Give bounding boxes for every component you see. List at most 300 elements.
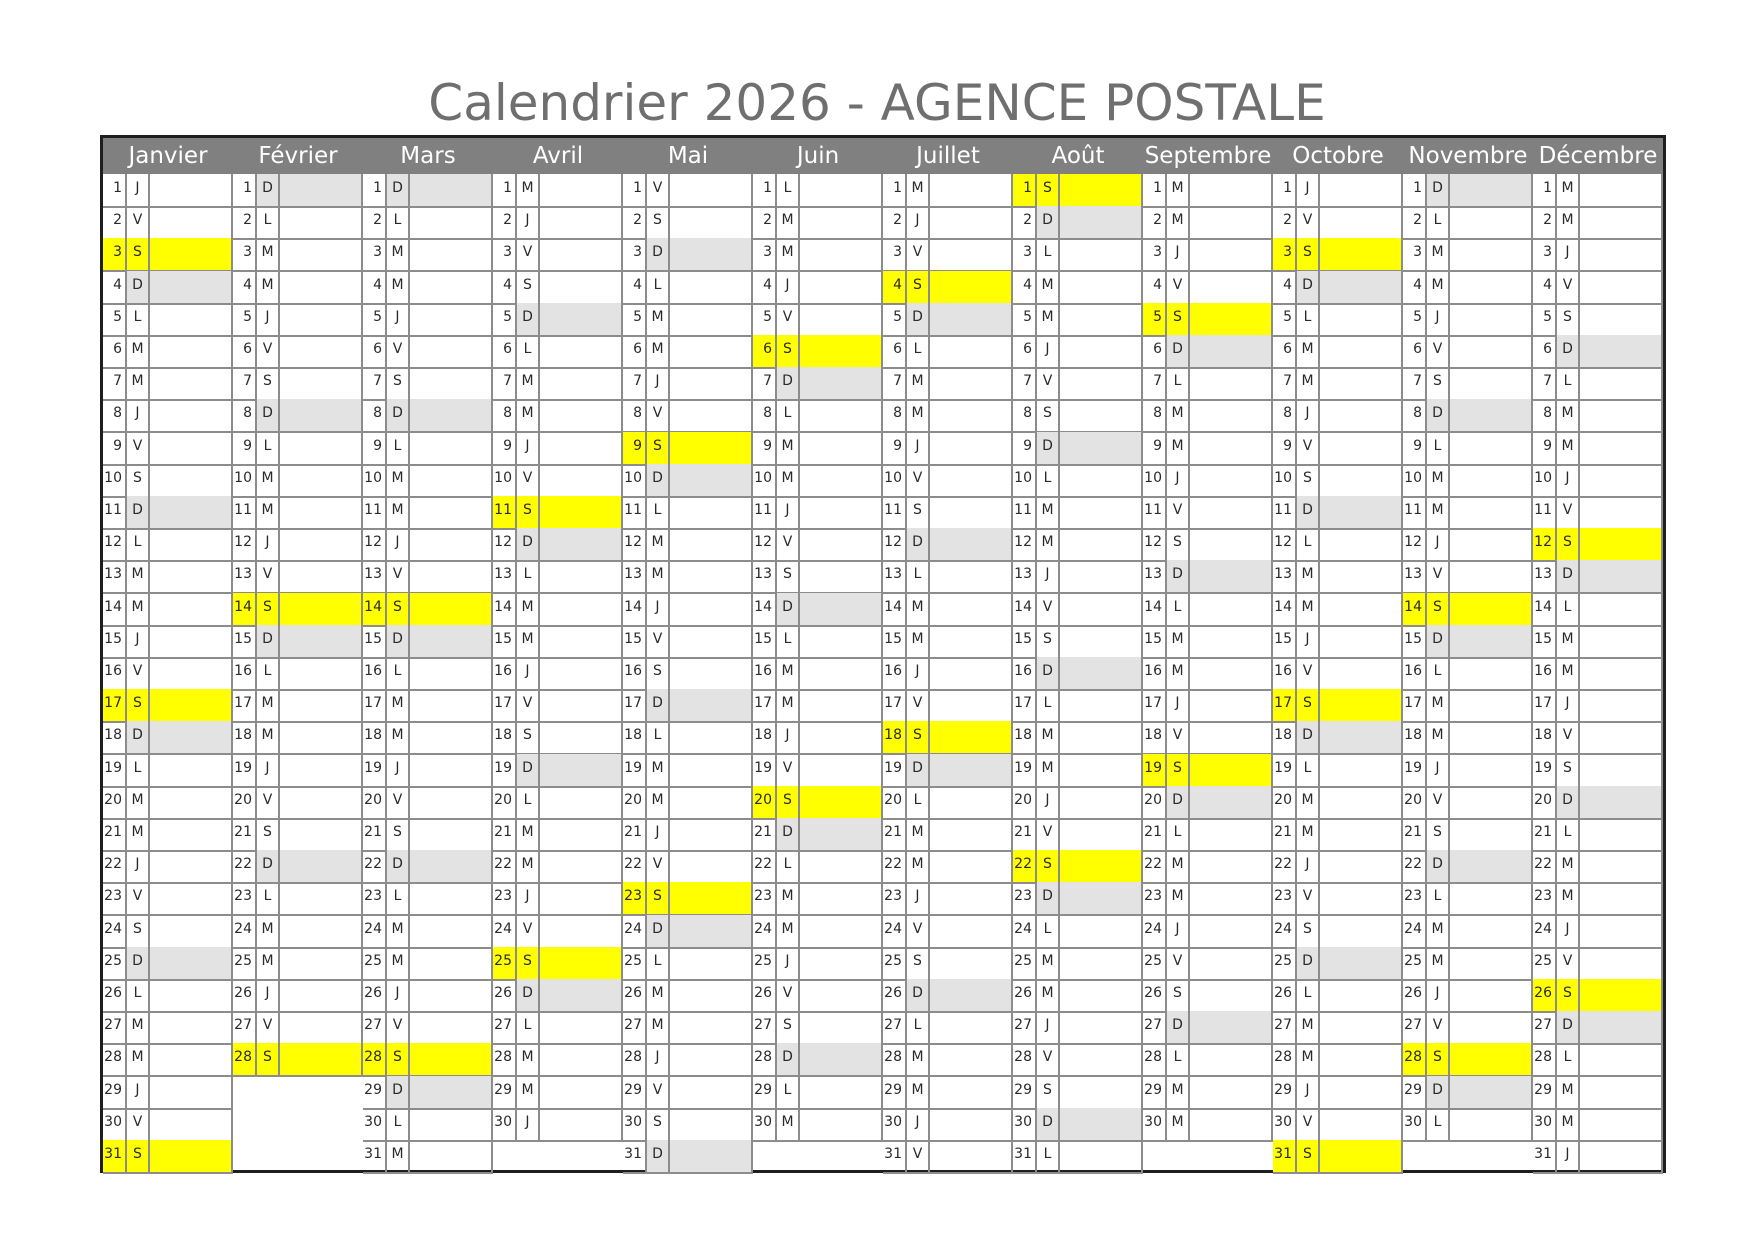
weekday-letter: J xyxy=(1167,689,1190,723)
weekday-letter: M xyxy=(777,206,800,240)
day-note-cell xyxy=(540,657,623,691)
weekday-letter: S xyxy=(907,496,930,530)
day-note-cell xyxy=(410,432,493,466)
day-number: 6 xyxy=(883,335,907,369)
day-note-cell xyxy=(1190,979,1273,1013)
day-note-cell xyxy=(930,174,1013,208)
weekday-letter: D xyxy=(517,979,540,1013)
weekday-letter: L xyxy=(127,303,150,337)
weekday-letter: L xyxy=(777,1076,800,1110)
day-note-cell xyxy=(800,818,883,852)
weekday-letter: L xyxy=(907,1011,930,1045)
weekday-letter: D xyxy=(387,174,410,208)
day-note-cell xyxy=(540,174,623,208)
day-number: 28 xyxy=(103,1043,127,1077)
weekday-letter: M xyxy=(777,432,800,466)
weekday-letter: M xyxy=(647,335,670,369)
weekday-letter: M xyxy=(777,882,800,916)
day-note-cell xyxy=(280,593,363,627)
day-note-cell xyxy=(410,271,493,305)
day-note-cell xyxy=(280,560,363,594)
weekday-letter: J xyxy=(517,882,540,916)
day-note-cell xyxy=(1190,721,1273,755)
weekday-letter: D xyxy=(387,399,410,433)
weekday-letter: D xyxy=(1037,206,1060,240)
weekday-letter: M xyxy=(647,786,670,820)
day-note-cell xyxy=(150,174,233,208)
day-number: 4 xyxy=(233,271,257,305)
day-note-cell xyxy=(930,464,1013,498)
weekday-letter: D xyxy=(1557,1011,1580,1045)
day-number: 3 xyxy=(1273,238,1297,272)
day-note-cell xyxy=(280,882,363,916)
weekday-letter: V xyxy=(1557,947,1580,981)
weekday-letter: M xyxy=(647,303,670,337)
day-note-cell xyxy=(410,464,493,498)
day-note-cell xyxy=(540,1108,623,1142)
weekday-letter: D xyxy=(777,818,800,852)
weekday-letter: M xyxy=(1427,947,1450,981)
day-note-cell xyxy=(1190,657,1273,691)
day-note-cell xyxy=(930,432,1013,466)
weekday-letter: D xyxy=(777,1043,800,1077)
weekday-letter: V xyxy=(1427,1011,1450,1045)
day-number: 22 xyxy=(1143,850,1167,884)
day-number: 29 xyxy=(1403,1076,1427,1110)
weekday-letter: M xyxy=(1037,947,1060,981)
weekday-letter: D xyxy=(127,947,150,981)
day-note-cell xyxy=(150,399,233,433)
weekday-letter: V xyxy=(517,915,540,949)
day-note-cell xyxy=(280,625,363,659)
day-note-cell xyxy=(540,786,623,820)
day-note-cell xyxy=(670,271,753,305)
weekday-letter: S xyxy=(1167,754,1190,788)
day-note-cell xyxy=(540,367,623,401)
weekday-letter: L xyxy=(1427,1108,1450,1142)
weekday-letter: D xyxy=(777,593,800,627)
day-number: 24 xyxy=(1273,915,1297,949)
weekday-letter: M xyxy=(907,593,930,627)
day-number: 12 xyxy=(1143,528,1167,562)
day-note-cell xyxy=(540,560,623,594)
weekday-letter: V xyxy=(1297,882,1320,916)
day-note-cell xyxy=(410,1140,493,1174)
weekday-letter: J xyxy=(907,432,930,466)
day-note-cell xyxy=(1320,689,1403,723)
day-number: 22 xyxy=(1533,850,1557,884)
weekday-letter: L xyxy=(777,399,800,433)
weekday-letter: V xyxy=(1427,335,1450,369)
weekday-letter: L xyxy=(1167,367,1190,401)
day-number: 31 xyxy=(363,1140,387,1174)
day-note-cell xyxy=(800,625,883,659)
day-number: 5 xyxy=(363,303,387,337)
weekday-letter: J xyxy=(257,303,280,337)
day-number: 6 xyxy=(233,335,257,369)
day-number: 9 xyxy=(883,432,907,466)
weekday-letter: M xyxy=(1557,625,1580,659)
weekday-letter: D xyxy=(647,464,670,498)
day-number: 18 xyxy=(103,721,127,755)
day-number: 21 xyxy=(1013,818,1037,852)
day-note-cell xyxy=(410,818,493,852)
day-number: 1 xyxy=(493,174,517,208)
weekday-letter: D xyxy=(1167,1011,1190,1045)
day-number: 25 xyxy=(1403,947,1427,981)
weekday-letter: M xyxy=(257,496,280,530)
weekday-letter: S xyxy=(127,238,150,272)
weekday-letter: L xyxy=(1297,754,1320,788)
day-number: 15 xyxy=(1013,625,1037,659)
weekday-letter: S xyxy=(257,593,280,627)
day-number: 24 xyxy=(103,915,127,949)
day-note-cell xyxy=(930,206,1013,240)
day-number: 25 xyxy=(753,947,777,981)
weekday-letter: J xyxy=(1427,528,1450,562)
day-number: 30 xyxy=(753,1108,777,1142)
weekday-letter: L xyxy=(647,271,670,305)
day-number: 1 xyxy=(1273,174,1297,208)
day-note-cell xyxy=(1320,560,1403,594)
weekday-letter: V xyxy=(1167,271,1190,305)
day-note-cell xyxy=(410,335,493,369)
weekday-letter: M xyxy=(1427,915,1450,949)
day-note-cell xyxy=(1060,689,1143,723)
day-number: 15 xyxy=(1533,625,1557,659)
day-note-cell xyxy=(930,1076,1013,1110)
day-number: 14 xyxy=(363,593,387,627)
day-number: 20 xyxy=(1273,786,1297,820)
weekday-letter: J xyxy=(387,754,410,788)
weekday-letter: J xyxy=(1297,1076,1320,1110)
day-number: 20 xyxy=(623,786,647,820)
day-number: 24 xyxy=(493,915,517,949)
day-number: 22 xyxy=(883,850,907,884)
day-number: 19 xyxy=(233,754,257,788)
day-number: 25 xyxy=(1273,947,1297,981)
weekday-letter: M xyxy=(387,464,410,498)
weekday-letter: S xyxy=(257,367,280,401)
weekday-letter: S xyxy=(387,818,410,852)
day-note-cell xyxy=(1580,786,1663,820)
day-note-cell xyxy=(150,689,233,723)
weekday-letter: M xyxy=(1297,560,1320,594)
day-note-cell xyxy=(540,528,623,562)
day-note-cell xyxy=(410,399,493,433)
day-note-cell xyxy=(410,496,493,530)
day-note-cell xyxy=(150,915,233,949)
day-number: 15 xyxy=(103,625,127,659)
day-number: 26 xyxy=(1143,979,1167,1013)
weekday-letter: V xyxy=(127,432,150,466)
day-number: 7 xyxy=(363,367,387,401)
day-note-cell xyxy=(1190,206,1273,240)
day-note-cell xyxy=(800,1011,883,1045)
day-number: 17 xyxy=(1533,689,1557,723)
day-number: 14 xyxy=(233,593,257,627)
day-number: 9 xyxy=(753,432,777,466)
weekday-letter: S xyxy=(907,271,930,305)
day-number: 10 xyxy=(363,464,387,498)
day-number: 28 xyxy=(1143,1043,1167,1077)
day-note-cell xyxy=(1450,593,1533,627)
day-note-cell xyxy=(410,721,493,755)
day-number: 9 xyxy=(1533,432,1557,466)
day-number: 26 xyxy=(1533,979,1557,1013)
day-number: 13 xyxy=(1143,560,1167,594)
day-note-cell xyxy=(1450,1011,1533,1045)
day-number: 28 xyxy=(1533,1043,1557,1077)
day-number: 27 xyxy=(1403,1011,1427,1045)
day-note-cell xyxy=(410,560,493,594)
day-note-cell xyxy=(1320,496,1403,530)
day-number: 10 xyxy=(1403,464,1427,498)
day-note-cell xyxy=(540,399,623,433)
weekday-letter: L xyxy=(257,432,280,466)
day-number: 30 xyxy=(103,1108,127,1142)
day-number: 19 xyxy=(363,754,387,788)
weekday-letter: V xyxy=(777,303,800,337)
weekday-letter: M xyxy=(387,915,410,949)
day-note-cell xyxy=(930,625,1013,659)
weekday-letter: M xyxy=(127,560,150,594)
weekday-letter: J xyxy=(517,206,540,240)
weekday-letter: M xyxy=(1297,593,1320,627)
day-note-cell xyxy=(800,432,883,466)
weekday-letter: S xyxy=(1557,528,1580,562)
day-note-cell xyxy=(800,882,883,916)
weekday-letter: M xyxy=(1037,496,1060,530)
day-number: 7 xyxy=(1403,367,1427,401)
day-note-cell xyxy=(1060,818,1143,852)
day-number: 10 xyxy=(883,464,907,498)
day-note-cell xyxy=(1190,882,1273,916)
day-note-cell xyxy=(1320,1011,1403,1045)
day-note-cell xyxy=(150,786,233,820)
day-note-cell xyxy=(1320,754,1403,788)
day-number: 18 xyxy=(1013,721,1037,755)
weekday-letter: M xyxy=(257,464,280,498)
day-number: 12 xyxy=(1013,528,1037,562)
day-number: 4 xyxy=(1143,271,1167,305)
weekday-letter: D xyxy=(647,1140,670,1174)
day-number: 17 xyxy=(753,689,777,723)
day-note-cell xyxy=(280,850,363,884)
weekday-letter: D xyxy=(517,303,540,337)
weekday-letter: S xyxy=(257,1043,280,1077)
day-note-cell xyxy=(930,1108,1013,1142)
weekday-letter: V xyxy=(517,464,540,498)
day-note-cell xyxy=(1190,367,1273,401)
day-number: 20 xyxy=(233,786,257,820)
weekday-letter: M xyxy=(907,1043,930,1077)
day-number: 21 xyxy=(753,818,777,852)
day-number: 22 xyxy=(753,850,777,884)
day-note-cell xyxy=(280,1011,363,1045)
day-note-cell xyxy=(1060,174,1143,208)
day-note-cell xyxy=(1060,206,1143,240)
day-note-cell xyxy=(800,689,883,723)
day-number: 21 xyxy=(493,818,517,852)
day-note-cell xyxy=(410,593,493,627)
day-note-cell xyxy=(800,786,883,820)
day-number: 20 xyxy=(1013,786,1037,820)
day-note-cell xyxy=(930,1011,1013,1045)
day-note-cell xyxy=(1320,528,1403,562)
day-note-cell xyxy=(1450,1108,1533,1142)
day-note-cell xyxy=(1580,238,1663,272)
day-note-cell xyxy=(150,206,233,240)
day-number: 8 xyxy=(1143,399,1167,433)
weekday-letter: M xyxy=(387,496,410,530)
day-note-cell xyxy=(1060,915,1143,949)
weekday-letter: J xyxy=(1297,625,1320,659)
day-note-cell xyxy=(1190,689,1273,723)
day-number: 3 xyxy=(623,238,647,272)
day-note-cell xyxy=(1450,238,1533,272)
month-header: Mai xyxy=(623,138,753,174)
day-number: 7 xyxy=(623,367,647,401)
weekday-letter: J xyxy=(1557,915,1580,949)
weekday-letter: L xyxy=(1557,593,1580,627)
weekday-letter: L xyxy=(1557,1043,1580,1077)
day-note-cell xyxy=(670,721,753,755)
weekday-letter: M xyxy=(1167,1108,1190,1142)
day-number: 10 xyxy=(233,464,257,498)
weekday-letter: J xyxy=(1037,560,1060,594)
weekday-letter: M xyxy=(1167,174,1190,208)
day-note-cell xyxy=(1580,271,1663,305)
day-number: 6 xyxy=(1533,335,1557,369)
day-note-cell xyxy=(670,689,753,723)
day-note-cell xyxy=(1450,850,1533,884)
day-note-cell xyxy=(150,464,233,498)
weekday-letter: M xyxy=(517,399,540,433)
weekday-letter: S xyxy=(127,464,150,498)
day-note-cell xyxy=(1450,335,1533,369)
day-number: 12 xyxy=(103,528,127,562)
weekday-letter: J xyxy=(1037,335,1060,369)
day-note-cell xyxy=(1580,1043,1663,1077)
day-number: 19 xyxy=(103,754,127,788)
day-note-cell xyxy=(410,657,493,691)
weekday-letter: M xyxy=(647,528,670,562)
day-note-cell xyxy=(1060,721,1143,755)
weekday-letter: M xyxy=(1297,1011,1320,1045)
day-note-cell xyxy=(1320,335,1403,369)
weekday-letter: V xyxy=(907,689,930,723)
day-note-cell xyxy=(1450,1043,1533,1077)
weekday-letter: V xyxy=(777,528,800,562)
weekday-letter: V xyxy=(387,786,410,820)
day-note-cell xyxy=(1060,979,1143,1013)
day-note-cell xyxy=(540,206,623,240)
day-number: 24 xyxy=(363,915,387,949)
day-note-cell xyxy=(1060,560,1143,594)
day-note-cell xyxy=(670,464,753,498)
day-number: 5 xyxy=(753,303,777,337)
weekday-letter: M xyxy=(1037,721,1060,755)
weekday-letter: S xyxy=(907,721,930,755)
weekday-letter: V xyxy=(257,786,280,820)
day-number: 16 xyxy=(623,657,647,691)
weekday-letter: J xyxy=(647,818,670,852)
day-note-cell xyxy=(1580,399,1663,433)
day-note-cell xyxy=(1190,303,1273,337)
day-number: 8 xyxy=(1403,399,1427,433)
weekday-letter: D xyxy=(1427,174,1450,208)
day-number: 12 xyxy=(623,528,647,562)
weekday-letter: S xyxy=(517,947,540,981)
day-note-cell xyxy=(1580,657,1663,691)
weekday-letter: L xyxy=(1167,818,1190,852)
day-number: 22 xyxy=(1273,850,1297,884)
day-number: 12 xyxy=(1403,528,1427,562)
day-note-cell xyxy=(800,238,883,272)
day-note-cell xyxy=(1580,1076,1663,1110)
day-note-cell xyxy=(1060,1108,1143,1142)
weekday-letter: S xyxy=(1037,1076,1060,1110)
day-note-cell xyxy=(1060,786,1143,820)
weekday-letter: M xyxy=(517,625,540,659)
weekday-letter: S xyxy=(647,1108,670,1142)
day-number: 4 xyxy=(753,271,777,305)
weekday-letter: M xyxy=(1167,657,1190,691)
day-note-cell xyxy=(280,399,363,433)
day-number: 23 xyxy=(363,882,387,916)
day-number: 16 xyxy=(883,657,907,691)
day-note-cell xyxy=(1580,1011,1663,1045)
day-note-cell xyxy=(540,303,623,337)
day-number: 28 xyxy=(623,1043,647,1077)
weekday-letter: M xyxy=(907,850,930,884)
weekday-letter: V xyxy=(257,335,280,369)
day-number: 9 xyxy=(1273,432,1297,466)
day-note-cell xyxy=(670,850,753,884)
weekday-letter: M xyxy=(517,1076,540,1110)
day-number: 17 xyxy=(103,689,127,723)
weekday-letter: L xyxy=(257,206,280,240)
weekday-letter: L xyxy=(1297,528,1320,562)
weekday-letter: V xyxy=(1037,1043,1060,1077)
day-number: 26 xyxy=(883,979,907,1013)
day-note-cell xyxy=(1190,625,1273,659)
day-number: 26 xyxy=(363,979,387,1013)
day-note-cell xyxy=(150,754,233,788)
weekday-letter: S xyxy=(127,915,150,949)
day-number: 13 xyxy=(1403,560,1427,594)
day-note-cell xyxy=(930,303,1013,337)
day-note-cell xyxy=(150,1108,233,1142)
day-note-cell xyxy=(280,432,363,466)
day-note-cell xyxy=(280,1043,363,1077)
month-header: Décembre xyxy=(1533,138,1663,174)
weekday-letter: M xyxy=(517,593,540,627)
day-note-cell xyxy=(1320,947,1403,981)
day-note-cell xyxy=(540,1011,623,1045)
weekday-letter: J xyxy=(777,271,800,305)
day-number: 24 xyxy=(233,915,257,949)
weekday-letter: L xyxy=(777,625,800,659)
weekday-letter: M xyxy=(777,915,800,949)
day-number: 26 xyxy=(1403,979,1427,1013)
day-note-cell xyxy=(1450,271,1533,305)
weekday-letter: J xyxy=(907,1108,930,1142)
day-note-cell xyxy=(1190,1076,1273,1110)
day-number: 8 xyxy=(363,399,387,433)
day-number: 26 xyxy=(493,979,517,1013)
